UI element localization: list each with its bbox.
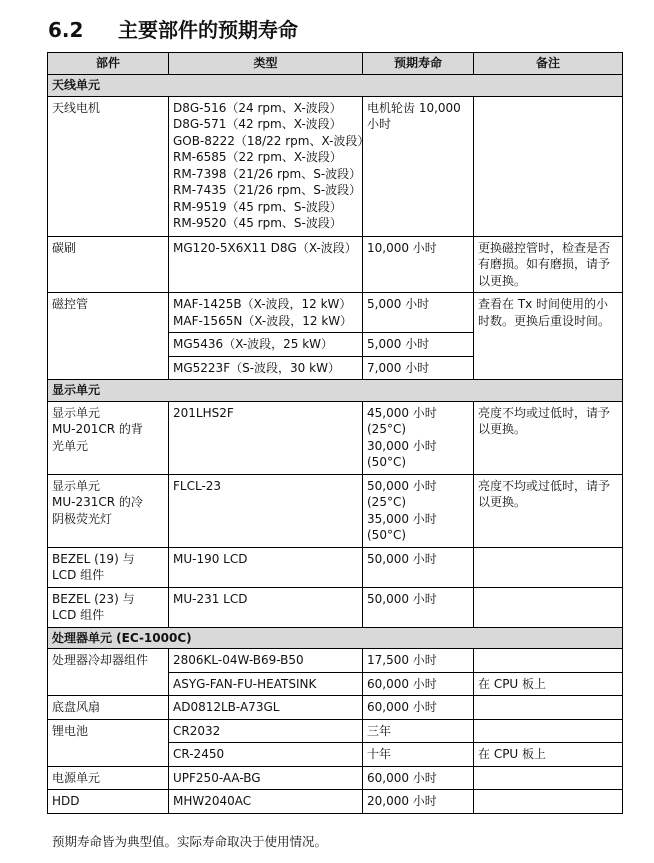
type-cell: MU-190 LCD [169,547,363,587]
life-cell: 十年 [363,743,474,767]
note-cell [474,790,623,814]
type-cell: AD0812LB-A73GL [169,696,363,720]
part-line: 光单元 [52,438,89,453]
table-row [48,649,623,673]
part-line: MU-201CR 的背 [52,422,143,436]
life-cell: 60,000 小时 [363,672,474,696]
section-label: 天线单元 [48,75,623,97]
part-line: LCD 组件 [52,568,105,582]
table-row [48,96,623,236]
part-line: 显示单元 [52,478,101,493]
section-row-display [48,380,623,402]
type-cell: MU-231 LCD [169,587,363,627]
table-row [48,547,623,587]
table-row [48,293,623,333]
part-line: LCD 组件 [52,608,105,622]
life-line: (50°C) [367,455,407,469]
type-line: D8G-571（42 rpm、X-波段） [173,117,342,131]
part-cell: 锂电池 [48,719,169,766]
table-row [48,766,623,790]
part-line: BEZEL (19) 与 [52,551,135,566]
section-title: 主要部件的预期寿命 [118,18,298,42]
part-cell: 磁控管 [48,293,169,380]
table-row [48,587,623,627]
section-row-antenna [48,75,623,97]
life-cell: 50,000 小时 [363,547,474,587]
table-row [48,474,623,547]
table-row [48,401,623,474]
header-life: 预期寿命 [363,53,474,75]
part-cell: 处理器冷却器组件 [48,649,169,696]
life-line: (25°C) [367,495,407,509]
type-cell: MG5436（X-波段，25 kW） [169,333,363,357]
type-cell: FLCL-23 [169,474,363,547]
life-cell: 10,000 小时 [363,236,474,293]
life-cell: 17,500 小时 [363,649,474,673]
part-cell [48,547,169,587]
type-cell [169,96,370,236]
header-note: 备注 [474,53,623,75]
note-cell [474,587,623,627]
part-cell [48,401,169,474]
part-cell: 电源单元 [48,766,169,790]
type-cell: MG120-5X6X11 D8G（X-波段） [169,236,363,293]
life-line: 30,000 小时 [367,438,437,453]
component-life-table [47,52,623,814]
section-label: 显示单元 [48,380,623,402]
note-cell [474,696,623,720]
note-cell: 查看在 Tx 时间使用的小时数。更换后重设时间。 [474,293,623,380]
type-cell: MHW2040AC [169,790,363,814]
type-cell: CR2032 [169,719,363,743]
life-cell: 50,000 小时 [363,587,474,627]
note-cell [474,547,623,587]
part-line: 显示单元 [52,405,101,420]
life-cell: 7,000 小时 [363,356,474,380]
section-label: 处理器单元 (EC-1000C) [48,627,623,649]
header-type: 类型 [169,53,363,75]
life-cell: 60,000 小时 [363,696,474,720]
note-cell [474,766,623,790]
section-number: 6.2 [48,18,84,42]
life-line: (25°C) [367,422,407,436]
life-cell: 5,000 小时 [363,333,474,357]
part-cell [48,474,169,547]
type-line: D8G-516（24 rpm、X-波段） [173,100,342,115]
part-line: MU-231CR 的冷 [52,495,143,509]
life-line: 45,000 小时 [367,405,437,420]
type-line: RM-9520（45 rpm、S-波段） [173,216,342,230]
life-line: (50°C) [367,528,407,542]
table-row [48,236,623,293]
type-line: GOB-8222（18/22 rpm、X-波段） [173,133,370,148]
note-cell: 更换磁控管时，检查是否有磨损。如有磨损，请予以更换。 [474,236,623,293]
type-line: RM-9519（45 rpm、S-波段） [173,199,342,214]
part-cell: HDD [48,790,169,814]
type-cell: ASYG-FAN-FU-HEATSINK [169,672,363,696]
note-cell: 在 CPU 板上 [474,672,623,696]
type-line: MAF-1425B（X-波段，12 kW） [173,297,352,311]
note-cell: 亮度不均或过低时，请予以更换。 [474,401,623,474]
table-row [48,719,623,743]
part-line: BEZEL (23) 与 [52,591,135,606]
part-cell: 底盘风扇 [48,696,169,720]
part-cell [48,587,169,627]
type-cell: 201LHS2F [169,401,363,474]
table-row [48,696,623,720]
footnote: 预期寿命皆为典型值。实际寿命取决于使用情况。 [52,834,328,849]
table-header-row [48,53,623,75]
part-cell: 碳刷 [48,236,169,293]
header-part: 部件 [48,53,169,75]
life-cell: 60,000 小时 [363,766,474,790]
type-cell: MG5223F（S-波段，30 kW） [169,356,363,380]
section-row-processor [48,627,623,649]
life-line: 35,000 小时 [367,511,437,526]
type-line: RM-7398（21/26 rpm、S-波段） [173,166,362,181]
type-line: RM-7435（21/26 rpm、S-波段） [173,183,362,197]
type-cell: CR-2450 [169,743,363,767]
life-cell [363,474,474,547]
note-cell: 在 CPU 板上 [474,743,623,767]
life-cell: 三年 [363,719,474,743]
life-cell: 电机轮齿 10,000 小时 [363,96,474,236]
part-line: 阴极荧光灯 [52,511,113,526]
table-row [48,790,623,814]
note-cell [474,649,623,673]
life-line: 50,000 小时 [367,478,437,493]
life-cell: 5,000 小时 [363,293,474,333]
life-cell: 20,000 小时 [363,790,474,814]
type-cell: UPF250-AA-BG [169,766,363,790]
type-cell [169,293,363,333]
type-line: MAF-1565N（X-波段，12 kW） [173,313,353,328]
part-cell: 天线电机 [48,96,169,236]
section-heading [48,14,298,43]
type-cell: 2806KL-04W-B69-B50 [169,649,363,673]
life-cell [363,401,474,474]
note-cell: 亮度不均或过低时，请予以更换。 [474,474,623,547]
type-line: RM-6585（22 rpm、X-波段） [173,150,342,164]
note-cell [474,719,623,743]
note-cell [474,96,623,236]
